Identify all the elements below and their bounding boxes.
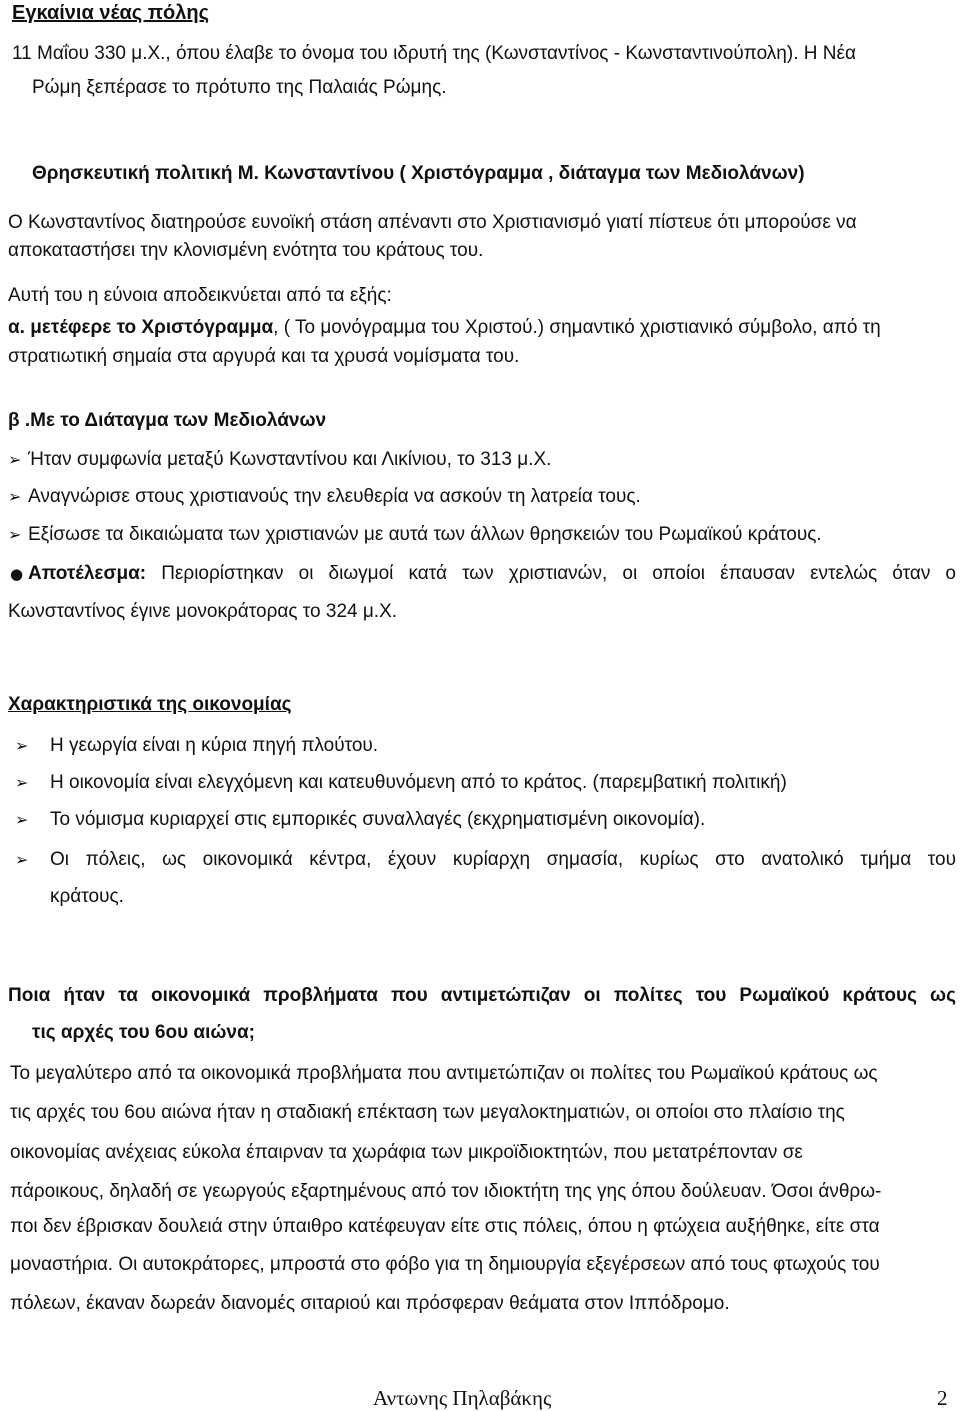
point-b-title: β .Με το Διάταγμα των Μεδιολάνων: [8, 410, 327, 431]
section-title-economy: Χαρακτηριστικά της οικονομίας: [8, 694, 292, 715]
answer-line: ποι δεν έβρισκαν δουλειά στην ύπαιθρο κατέφευγαν είτε στις πόλεις, όπου η φτώχεια αυξήθηκε, είτε στα: [10, 1216, 880, 1237]
economic-problems-question-cont: τις αρχές του 6ου αιώνα;: [32, 1022, 256, 1043]
answer-line: Το μεγαλύτερο από τα οικονομικά προβλήματα που αντιμετώπιζαν οι πολίτες του Ρωμαϊκού κράτους ως: [10, 1063, 878, 1084]
paragraph-line: Ο Κωνσταντίνος διατηρούσε ευνοϊκή στάση απέναντι στο Χριστιανισμό γιατί πίστευε ότι μπορούσε να: [8, 212, 857, 233]
point-a-bold: α. μετέφερε το Χριστόγραμμα: [8, 317, 274, 338]
economy-item: Οι πόλεις, ως οικονομικά κέντρα, έχουν κυρίαρχη σημασία, κυρίως στο ανατολικό τμήμα του: [50, 849, 956, 870]
goodwill-intro: Αυτή του η εύνοια αποδεικνύεται από τα εξής:: [8, 285, 392, 306]
economy-item-continued: κράτους.: [50, 886, 124, 907]
edict-item: Ήταν συμφωνία μεταξύ Κωνσταντίνου και Λικίνιου, το 313 μ.Χ.: [28, 449, 552, 470]
edict-item: Αναγνώρισε στους χριστιανούς την ελευθερία να ασκούν τη λατρεία τους.: [28, 486, 641, 507]
paragraph-line: στρατιωτική σημαία στα αργυρά και τα χρυσά νομίσματα του.: [8, 346, 520, 367]
paragraph-line: αποκαταστήσει την κλονισμένη ενότητα του κράτους του.: [8, 240, 484, 261]
answer-line: μοναστήρια. Οι αυτοκράτορες, μπροστά στο φόβο για τη δημιουργία εξεγέρσεων από τους φτωχούς του: [10, 1254, 880, 1275]
result-label: Αποτέλεσμα:: [28, 563, 147, 584]
page-number: 2: [937, 1386, 948, 1410]
footer-author: Αντωνης Πηλαβάκης: [373, 1386, 552, 1410]
answer-line: πάροικους, δηλαδή σε γεωργούς εξαρτημένους από τον ιδιοκτήτη της γης όπου δούλευαν. Όσοι άνθρω-: [10, 1181, 882, 1202]
answer-line: τις αρχές του 6ου αιώνα ήταν η σταδιακή επέκταση των μεγαλοκτηματιών, οι οποίοι στο πλαίσιο της: [10, 1102, 845, 1123]
economy-item: Η οικονομία είναι ελεγχόμενη και κατευθυνόμενη από το κράτος. (παρεμβατική πολιτική): [50, 772, 787, 793]
paragraph-line: 11 Μαΐου 330 μ.Χ., όπου έλαβε το όνομα του ιδρυτή της (Κωνσταντίνος - Κωνσταντινούπολη). Η Νέα: [12, 43, 856, 64]
arrow-bullet-icon: ➢: [8, 487, 22, 506]
result-line: [28, 562, 956, 586]
economy-item: Το νόμισμα κυριαρχεί στις εμπορικές συναλλαγές (εκχρηματισμένη οικονομία).: [50, 809, 706, 830]
section-title-religious-policy: Θρησκευτική πολιτική Μ. Κωνσταντίνου ( Χριστόγραμμα , διάταγμα των Μεδιολάνων): [32, 163, 805, 184]
economic-problems-question: Ποια ήταν τα οικονομικά προβλήματα που αντιμετώπιζαν οι πολίτες του Ρωμαϊκού κράτους ως: [8, 985, 956, 1006]
economy-item: Η γεωργία είναι η κύρια πηγή πλούτου.: [50, 735, 379, 756]
arrow-bullet-icon: ➢: [8, 525, 22, 544]
paragraph-line: Ρώμη ξεπέρασε το πρότυπο της Παλαιάς Ρώμης.: [32, 77, 447, 98]
point-a: [8, 316, 881, 340]
point-a-text: , ( Το μονόγραμμα του Χριστού.) σημαντικό χριστιανικό σύμβολο, από τη: [273, 317, 881, 338]
section-title-new-city: Εγκαίνια νέας πόλης: [12, 2, 210, 24]
answer-line: οικονομίας ανέχειας εύκολα έπαιρναν τα χωράφια των μικροϊδιοκτητών, που μετατρέπονταν σε: [10, 1142, 803, 1163]
result-text: Περιορίστηκαν οι διωγμοί κατά των χριστιανών, οι οποίοι έπαυσαν εντελώς όταν ο: [146, 563, 956, 584]
arrow-bullet-icon: ➢: [15, 773, 29, 792]
answer-line: πόλεων, έκαναν δωρεάν διανομές σιταριού και πρόσφεραν θεάματα στον Ιππόδρομο.: [10, 1293, 730, 1314]
paragraph-line: Κωνσταντίνος έγινε μονοκράτορας το 324 μ.Χ.: [8, 601, 398, 622]
arrow-bullet-icon: ➢: [15, 850, 29, 869]
edict-item: Εξίσωσε τα δικαιώματα των χριστιανών με αυτά των άλλων θρησκειών του Ρωμαϊκού κράτους.: [28, 524, 822, 545]
arrow-bullet-icon: ➢: [15, 736, 29, 755]
arrow-bullet-icon: ➢: [15, 810, 29, 829]
arrow-bullet-icon: ➢: [8, 450, 22, 469]
bullet-dot-icon: ●: [10, 565, 24, 583]
